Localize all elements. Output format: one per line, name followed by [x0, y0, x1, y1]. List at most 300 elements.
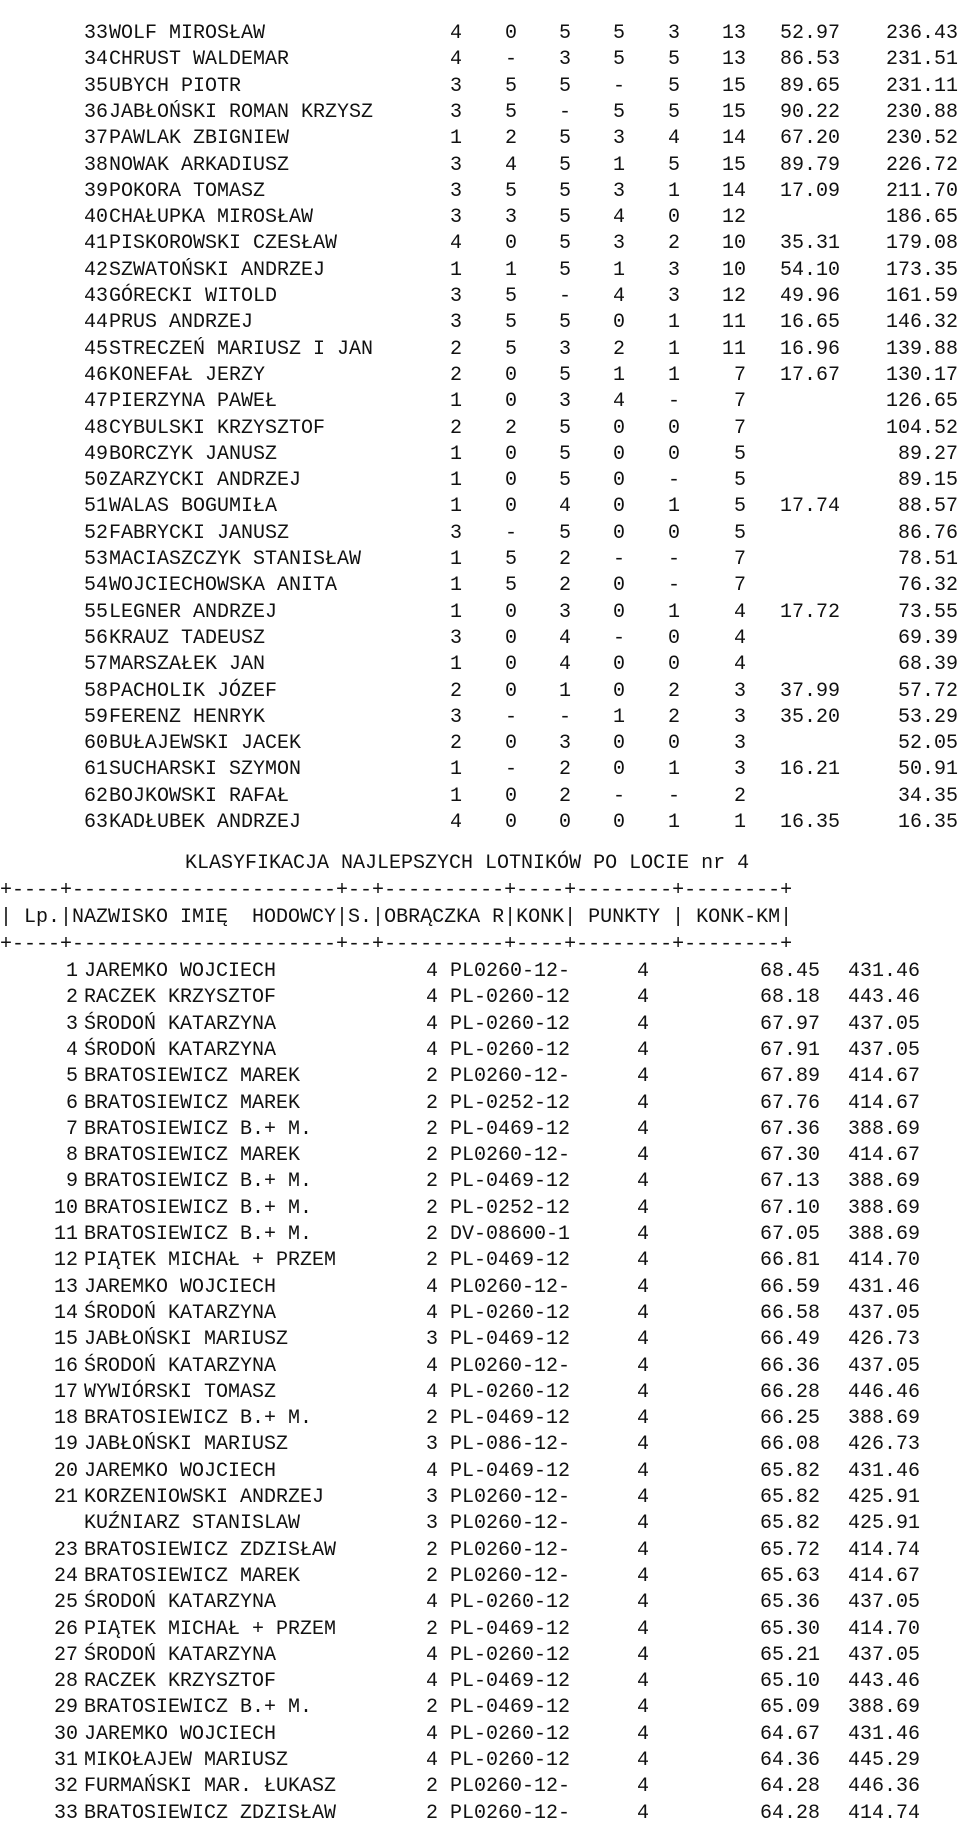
table-cell: 437.05: [847, 1012, 920, 1036]
table-cell: 104.52: [885, 416, 958, 440]
table-cell: -: [505, 758, 518, 782]
table-cell: 5: [733, 442, 746, 466]
table-cell: 2: [559, 758, 572, 782]
table-cell: 414.67: [847, 1091, 920, 1115]
table-cell: 2: [505, 127, 518, 151]
table-cell: 4: [426, 1643, 439, 1667]
table-cell: 2: [426, 1801, 439, 1825]
table-cell: BRATOSIEWICZ MAREK: [84, 1144, 301, 1168]
table-cell: 34.35: [897, 784, 958, 808]
table-cell: 426.73: [847, 1328, 920, 1352]
table-cell: 2: [426, 1065, 439, 1089]
table-cell: JABŁOŃSKI MARIUSZ: [84, 1328, 289, 1352]
table-cell: PIERZYNA PAWEŁ: [109, 390, 278, 414]
table-cell: 67.36: [759, 1117, 820, 1141]
table-cell: 2: [426, 1696, 439, 1720]
table-cell: 2: [426, 1196, 439, 1220]
table-cell: 130.17: [885, 363, 958, 387]
table-cell: -: [559, 285, 572, 308]
table-cell: PL-0469-12: [450, 1459, 571, 1483]
table-cell: 67.13: [759, 1170, 820, 1194]
table-cell: -: [613, 548, 626, 571]
table-cell: 414.70: [847, 1617, 920, 1641]
table-cell: 1: [668, 337, 681, 361]
table-cell: 35.31: [779, 232, 840, 256]
table-cell: 211.70: [885, 179, 958, 203]
table-cell: 62: [84, 784, 109, 808]
table-cell: -: [505, 521, 518, 545]
table-cell: PL-0252-12: [450, 1091, 571, 1115]
table-cell: 12: [721, 285, 746, 308]
table-cell: 65.36: [759, 1591, 820, 1615]
table-cell: 42: [84, 258, 109, 282]
table-cell: 5: [613, 22, 626, 45]
table-cell: 0: [668, 732, 681, 756]
table-cell: 59: [84, 705, 109, 729]
table-cell: 431.46: [847, 1275, 920, 1299]
table-cell: 4: [559, 626, 572, 650]
table-cell: 2: [668, 232, 681, 256]
table-cell: PL-086-12-: [450, 1433, 571, 1457]
table-cell: 5: [559, 258, 572, 282]
table-cell: 33: [53, 1801, 78, 1825]
table-cell: 0: [505, 495, 518, 519]
table-cell: LEGNER ANDRZEJ: [109, 600, 278, 624]
table-cell: 76.32: [897, 574, 958, 598]
table-cell: 1: [613, 363, 626, 387]
table-cell: 437.05: [847, 1591, 920, 1615]
table-cell: 0: [668, 442, 681, 466]
table-cell: 126.65: [885, 390, 958, 414]
table-cell: BRATOSIEWICZ ZDZISŁAW: [84, 1538, 337, 1562]
table-cell: 4: [637, 1038, 650, 1062]
table-cell: 46: [84, 363, 109, 387]
table-cell: 54: [84, 574, 109, 598]
table-cell: UBYCH PIOTR: [109, 74, 242, 98]
table-cell: 15: [53, 1328, 78, 1352]
table-cell: 3: [450, 74, 463, 98]
table-cell: 47: [84, 390, 109, 414]
table-cell: 0: [505, 732, 518, 756]
table-cell: -: [668, 390, 681, 414]
table-cell: 45: [84, 337, 109, 361]
table-cell: PL0260-12-: [450, 1775, 571, 1799]
table-cell: 1: [450, 653, 463, 677]
table-cell: 5: [733, 495, 746, 519]
table-cell: 4: [637, 1407, 650, 1431]
table-cell: BRATOSIEWICZ ZDZISŁAW: [84, 1801, 337, 1825]
table-cell: 230.88: [885, 100, 958, 124]
table-cell: PL0260-12-: [450, 1564, 571, 1588]
table-cell: 4: [426, 1301, 439, 1325]
table-cell: 14: [53, 1301, 78, 1325]
table-cell: PACHOLIK JÓZEF: [109, 679, 278, 703]
table-cell: 1: [733, 811, 746, 834]
table-cell: 1: [613, 705, 626, 729]
table-cell: 65.63: [759, 1564, 820, 1588]
table-cell: 5: [668, 100, 681, 124]
table-cell: PL-0260-12: [450, 1722, 571, 1746]
table-cell: 16.96: [779, 337, 840, 361]
table-cell: PL0260-12-: [450, 1065, 571, 1089]
table-cell: 53: [84, 548, 109, 571]
table-cell: 13: [721, 48, 746, 72]
table-cell: 4: [668, 127, 681, 151]
table-cell: 4: [637, 1775, 650, 1799]
table-cell: -: [505, 48, 518, 72]
table-cell: 61: [84, 758, 109, 782]
table-cell: 5: [559, 153, 572, 177]
table-cell: 7: [733, 363, 746, 387]
table-cell: 48: [84, 416, 109, 440]
table-cell: 2: [450, 337, 463, 361]
table-cell: 65.82: [759, 1512, 820, 1536]
table-cell: 0: [613, 732, 626, 756]
table-cell: RACZEK KRZYSZTOF: [84, 1670, 277, 1694]
table-cell: 17.09: [779, 179, 840, 203]
table-cell: 3: [450, 626, 463, 650]
table-cell: JAREMKO WOJCIECH: [84, 1275, 277, 1299]
table-cell: 3: [450, 285, 463, 308]
table-cell: 5: [559, 469, 572, 493]
table-cell: 4: [637, 1354, 650, 1378]
table-cell: 4: [559, 495, 572, 519]
table-cell: BRATOSIEWICZ B.+ M.: [84, 1196, 313, 1220]
table-cell: 68.39: [897, 653, 958, 677]
table-cell: 51: [84, 495, 109, 519]
table-cell: 0: [505, 22, 518, 45]
table-cell: 60: [84, 732, 109, 756]
table-cell: 16.35: [779, 811, 840, 834]
table-cell: 431.46: [847, 960, 920, 983]
table-cell: KUŹNIARZ STANISLAW: [84, 1512, 301, 1536]
table-cell: 17: [53, 1380, 78, 1404]
table-cell: KRAUZ TADEUSZ: [109, 626, 266, 650]
table-cell: SZWATOŃSKI ANDRZEJ: [109, 258, 326, 282]
table-cell: 3: [613, 232, 626, 256]
table-cell: 139.88: [885, 337, 958, 361]
table-cell: 17.72: [779, 600, 840, 624]
table-cell: CHRUST WALDEMAR: [109, 48, 290, 72]
table-cell: 3: [733, 732, 746, 756]
table-cell: 12: [53, 1249, 78, 1273]
table-cell: 1: [450, 390, 463, 414]
table-cell: 49.96: [779, 285, 840, 308]
table-cell: PL-0260-12: [450, 1643, 571, 1667]
table-cell: 388.69: [847, 1170, 920, 1194]
table-cell: 66.59: [759, 1275, 820, 1299]
table-cell: 3: [668, 285, 681, 308]
table-cell: 29: [53, 1696, 78, 1720]
table-cell: 0: [505, 784, 518, 808]
table-cell: -: [613, 74, 626, 98]
table-cell: 437.05: [847, 1038, 920, 1062]
table-cell: 4: [637, 1486, 650, 1509]
table-cell: 1: [668, 179, 681, 203]
table-cell: 0: [613, 311, 626, 335]
table-cell: MARSZAŁEK JAN: [109, 653, 266, 677]
table-cell: 64.28: [759, 1801, 820, 1825]
table-cell: 0: [613, 495, 626, 519]
table-cell: 23: [53, 1538, 78, 1562]
table-cell: 6: [65, 1091, 78, 1115]
table-cell: 1: [450, 784, 463, 808]
table-cell: 3: [426, 1433, 439, 1457]
table-cell: 4: [637, 1328, 650, 1352]
table-cell: 86.76: [897, 521, 958, 545]
table-cell: KORZENIOWSKI ANDRZEJ: [84, 1486, 325, 1509]
table-cell: GÓRECKI WITOLD: [109, 285, 278, 308]
table-cell: ŚRODOŃ KATARZYNA: [84, 1643, 277, 1667]
table-cell: 0: [613, 600, 626, 624]
table-cell: BUŁAJEWSKI JACEK: [109, 732, 302, 756]
table-cell: 13: [53, 1275, 78, 1299]
table-cell: 1: [668, 311, 681, 335]
table-cell: 55: [84, 600, 109, 624]
table-cell: 50.91: [897, 758, 958, 782]
table-cell: 37.99: [779, 679, 840, 703]
table-cell: CYBULSKI KRZYSZTOF: [109, 416, 326, 440]
table-cell: 66.25: [759, 1407, 820, 1431]
table-cell: 186.65: [885, 206, 958, 230]
table-cell: 63: [84, 811, 109, 834]
table-cell: 19: [53, 1433, 78, 1457]
table-cell: 18: [53, 1407, 78, 1431]
table-cell: ŚRODOŃ KATARZYNA: [84, 1301, 277, 1325]
table-cell: -: [668, 574, 681, 598]
table-cell: PRUS ANDRZEJ: [109, 311, 254, 335]
table-cell: 0: [668, 653, 681, 677]
table-cell: 5: [559, 206, 572, 230]
table-cell: 3: [426, 1512, 439, 1536]
table-cell: 4: [637, 1670, 650, 1694]
table-cell: 173.35: [885, 258, 958, 282]
table-cell: 65.09: [759, 1696, 820, 1720]
table-cell: 0: [505, 390, 518, 414]
table-cell: SUCHARSKI SZYMON: [109, 758, 302, 782]
table-cell: 89.27: [897, 442, 958, 466]
table-cell: PL-0469-12: [450, 1170, 571, 1194]
table-cell: WALAS BOGUMIŁA: [109, 495, 278, 519]
table-cell: 7: [733, 416, 746, 440]
table-cell: PL-0260-12: [450, 1012, 571, 1036]
table-cell: 3: [450, 153, 463, 177]
table-cell: NOWAK ARKADIUSZ: [109, 153, 290, 177]
table-cell: 16.65: [779, 311, 840, 335]
table-cell: 0: [613, 469, 626, 493]
table-cell: 4: [637, 1249, 650, 1273]
table-cell: 4: [426, 1275, 439, 1299]
table-cell: -: [559, 705, 572, 729]
table-cell: 5: [668, 74, 681, 98]
table-cell: 1: [668, 811, 681, 834]
table-header-row: | Lp.|NAZWISKO IMIĘ HODOWCY|S.|OBRĄCZKA R|KONK| PUNKTY | KONK-KM|: [0, 906, 793, 929]
table-cell: 64.28: [759, 1775, 820, 1799]
table-cell: 67.89: [759, 1065, 820, 1089]
table-cell: 443.46: [847, 986, 920, 1010]
table-cell: 0: [505, 442, 518, 466]
table-cell: BRATOSIEWICZ B.+ M.: [84, 1117, 313, 1141]
table-cell: 52.97: [779, 22, 840, 45]
table-cell: PIĄTEK MICHAŁ + PRZEM: [84, 1617, 337, 1641]
table-cell: 4: [613, 390, 626, 414]
table-cell: PL-0469-12: [450, 1249, 571, 1273]
table-cell: 4: [450, 22, 463, 45]
table-cell: 2: [559, 784, 572, 808]
table-cell: 4: [637, 1170, 650, 1194]
table-cell: 11: [721, 337, 746, 361]
table-cell: 5: [559, 442, 572, 466]
table-cell: 0: [613, 811, 626, 834]
table-cell: 3: [450, 521, 463, 545]
table-cell: 65.21: [759, 1643, 820, 1667]
table-cell: 17.74: [779, 495, 840, 519]
table-cell: 2: [559, 548, 572, 571]
table-cell: ŚRODOŃ KATARZYNA: [84, 1354, 277, 1378]
table-cell: KONEFAŁ JERZY: [109, 363, 266, 387]
table-cell: 3: [426, 1486, 439, 1509]
table-cell: 3: [559, 732, 572, 756]
table-cell: 65.82: [759, 1459, 820, 1483]
table-cell: 1: [450, 574, 463, 598]
table-cell: 11: [721, 311, 746, 335]
table-cell: 1: [450, 127, 463, 151]
table-cell: 4: [637, 1012, 650, 1036]
table-cell: 4: [637, 1144, 650, 1168]
table-cell: 10: [721, 258, 746, 282]
table-cell: 4: [426, 1591, 439, 1615]
table-cell: BRATOSIEWICZ MAREK: [84, 1091, 301, 1115]
table-cell: -: [505, 705, 518, 729]
table-cell: PL-0469-12: [450, 1407, 571, 1431]
table-cell: 15: [721, 100, 746, 124]
table-cell: 0: [505, 679, 518, 703]
table-cell: 36: [84, 100, 109, 124]
table-cell: 0: [668, 626, 681, 650]
table-cell: 65.10: [759, 1670, 820, 1694]
table-cell: 414.67: [847, 1065, 920, 1089]
table-cell: 10: [53, 1196, 78, 1220]
table-cell: 78.51: [897, 548, 958, 571]
table-cell: 4: [613, 285, 626, 308]
table-cell: 8: [65, 1144, 78, 1168]
table-cell: 35: [84, 74, 109, 98]
table-cell: 1: [450, 495, 463, 519]
table-cell: DV-08600-1: [450, 1223, 571, 1246]
table-cell: 230.52: [885, 127, 958, 151]
table-cell: 50: [84, 469, 109, 493]
table-cell: 4: [426, 1012, 439, 1036]
table-cell: 4: [733, 626, 746, 650]
table-cell: 4: [637, 1591, 650, 1615]
table-cell: 16.21: [779, 758, 840, 782]
table-cell: 3: [505, 206, 518, 230]
table-cell: 426.73: [847, 1433, 920, 1457]
table-cell: 5: [505, 285, 518, 308]
table-cell: PL-0469-12: [450, 1670, 571, 1694]
table-cell: JAREMKO WOJCIECH: [84, 960, 277, 983]
table-cell: 89.79: [779, 153, 840, 177]
table-cell: 2: [426, 1617, 439, 1641]
table-cell: 27: [53, 1643, 78, 1667]
table-cell: 388.69: [847, 1196, 920, 1220]
table-cell: 35.20: [779, 705, 840, 729]
table-cell: CHAŁUPKA MIROSŁAW: [109, 206, 314, 230]
table-cell: 4: [426, 1038, 439, 1062]
table-cell: 5: [505, 337, 518, 361]
table-cell: 1: [450, 600, 463, 624]
table-cell: POKORA TOMASZ: [109, 179, 266, 203]
table-cell: 64.67: [759, 1722, 820, 1746]
table-cell: ŚRODOŃ KATARZYNA: [84, 1591, 277, 1615]
table-cell: 4: [637, 1223, 650, 1246]
table-cell: BORCZYK JANUSZ: [109, 442, 278, 466]
table-cell: 1: [613, 153, 626, 177]
table-cell: 28: [53, 1670, 78, 1694]
table-cell: 5: [559, 74, 572, 98]
table-cell: 3: [559, 337, 572, 361]
table-cell: 66.58: [759, 1301, 820, 1325]
table-cell: -: [668, 784, 681, 808]
table-cell: 7: [65, 1117, 78, 1141]
table-cell: 4: [637, 1117, 650, 1141]
table-cell: 39: [84, 179, 109, 203]
table-cell: 0: [505, 469, 518, 493]
table-cell: 4: [637, 1301, 650, 1325]
table-cell: FABRYCKI JANUSZ: [109, 521, 290, 545]
table-cell: 437.05: [847, 1354, 920, 1378]
table-border-top: +----+----------------------+--+----------+----+--------+--------+: [0, 879, 793, 902]
table-cell: 15: [721, 74, 746, 98]
table-cell: PIĄTEK MICHAŁ + PRZEM: [84, 1249, 337, 1273]
table-cell: 0: [613, 679, 626, 703]
table-cell: -: [559, 100, 572, 124]
table-cell: 2: [559, 574, 572, 598]
table-cell: 446.36: [847, 1775, 920, 1799]
table-cell: 38: [84, 153, 109, 177]
table-cell: MACIASZCZYK STANISŁAW: [109, 548, 362, 571]
table-cell: 3: [450, 705, 463, 729]
table-cell: 2: [613, 337, 626, 361]
table-cell: 414.74: [847, 1801, 920, 1825]
table-border-header: +----+----------------------+--+----------+----+--------+--------+: [0, 933, 793, 956]
table-cell: ZARZYCKI ANDRZEJ: [109, 469, 302, 493]
table-cell: 41: [84, 232, 109, 256]
table-cell: 1: [450, 469, 463, 493]
table-cell: 24: [53, 1564, 78, 1588]
table-cell: -: [668, 548, 681, 571]
table-cell: 14: [721, 179, 746, 203]
table-cell: 3: [559, 600, 572, 624]
table-cell: 4: [637, 1564, 650, 1588]
table-cell: 443.46: [847, 1670, 920, 1694]
table-cell: 5: [559, 22, 572, 45]
table-cell: 14: [721, 127, 746, 151]
table-cell: PL0260-12-: [450, 1486, 571, 1509]
table-cell: 4: [637, 1433, 650, 1457]
table-cell: FERENZ HENRYK: [109, 705, 266, 729]
table-cell: PL-0469-12: [450, 1617, 571, 1641]
table-cell: 65.82: [759, 1486, 820, 1509]
table-cell: PL-0469-12: [450, 1117, 571, 1141]
table-cell: 1: [668, 495, 681, 519]
table-cell: 17.67: [779, 363, 840, 387]
table-cell: WOLF MIROSŁAW: [109, 22, 266, 45]
table-cell: 66.28: [759, 1380, 820, 1404]
table-cell: 0: [505, 653, 518, 677]
table-cell: 0: [505, 363, 518, 387]
table-cell: 414.67: [847, 1144, 920, 1168]
